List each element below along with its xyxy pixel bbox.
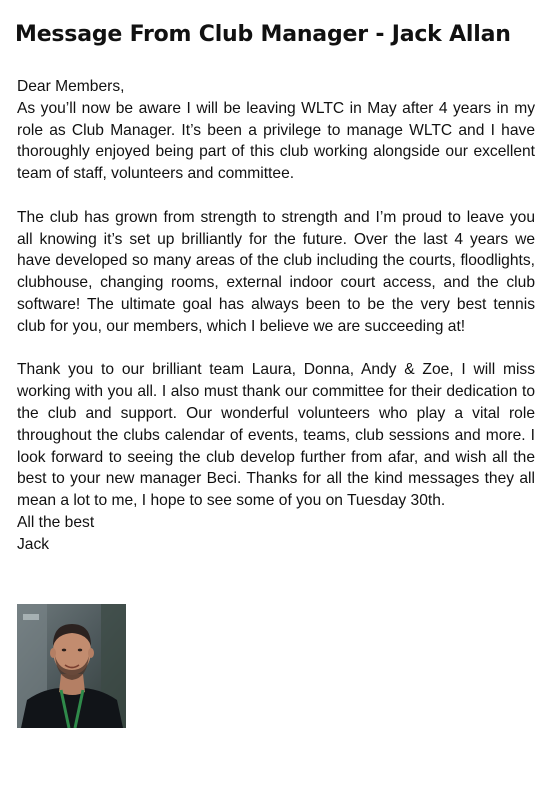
salutation: Dear Members, xyxy=(17,78,125,95)
portrait-photo xyxy=(17,604,126,728)
letter-body xyxy=(17,76,535,556)
paragraph-3: Thank you to our brilliant team Laura, Donna, Andy & Zoe, I will miss working with you all. I also must thank our committee for their dedication to the club and support. Our wonderful volunteers who play a vital role throughout the clubs calendar of events, teams, club sessions and more. I look forward to seeing the club develop further from afar, and wish all the best to your new manager Beci. Thanks for all the kind messages they all mean a lot to me, I hope to see some of you on Tuesday 30th. xyxy=(17,361,535,510)
closing: All the best xyxy=(17,513,95,531)
paragraph-1: As you’ll now be aware I will be leaving WLTC in May after 4 years in my role as Club Manager. It’s been a privilege to manage WLTC and I have thoroughly enjoyed being part of this club working alongside our excellent team of staff, volunteers and committee. xyxy=(17,99,535,183)
paragraph-2: The club has grown from strength to strength and I’m proud to leave you all knowing it’s set up brilliantly for the future. Over the last 4 years we have developed so many areas of the club including the courts, floodlights, clubhouse, changing rooms, external indoor court access, and the club software! The ultimate goal has always been to be the very best tennis club for you, our members, which I believe we are succeeding at! xyxy=(17,208,535,335)
portrait-photo-icon xyxy=(17,604,126,728)
page-title: Message From Club Manager - Jack Allan xyxy=(15,22,511,47)
signature: Jack xyxy=(17,535,50,553)
